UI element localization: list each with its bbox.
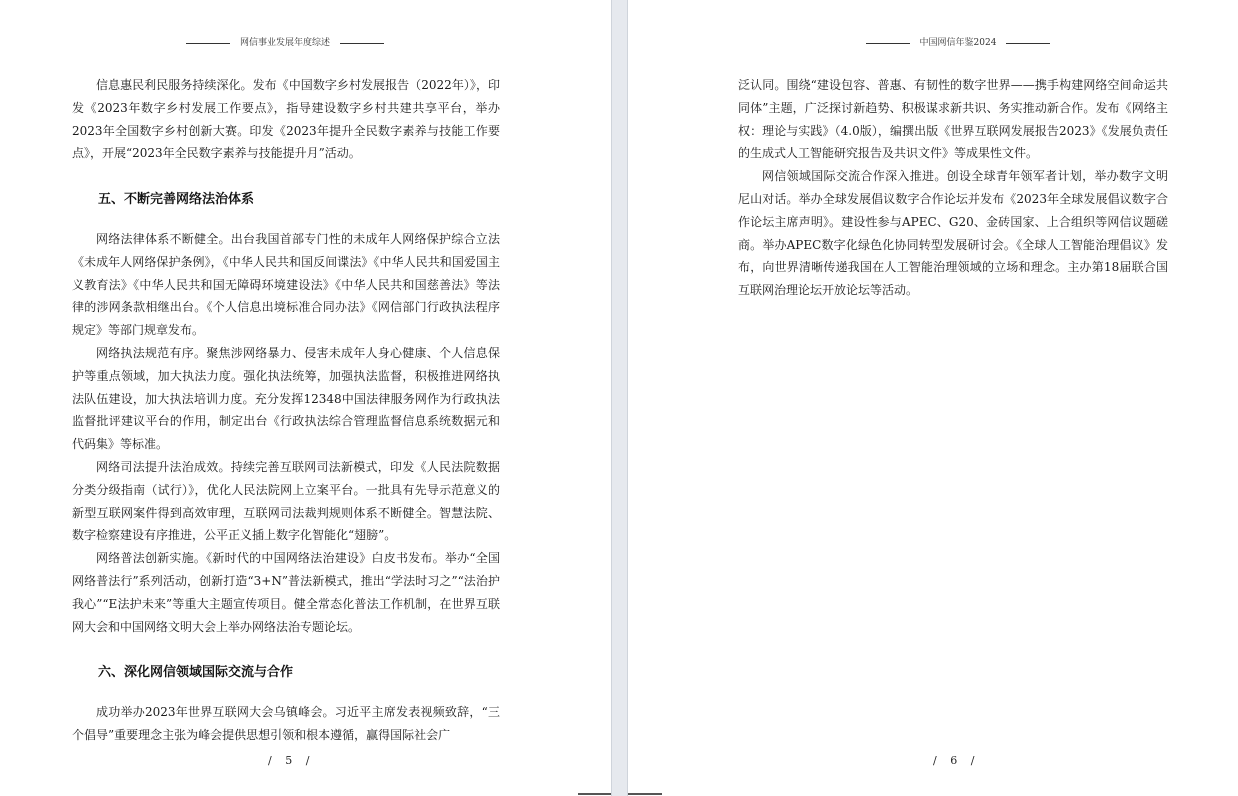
header-rule-right (1006, 43, 1050, 44)
page-number: / 5 / (268, 754, 312, 767)
page-body (72, 74, 500, 747)
header-rule-right (340, 43, 384, 44)
page-gutter (611, 0, 628, 796)
running-header (150, 36, 420, 50)
page-number: / 6 / (933, 754, 977, 767)
paragraph: 网络司法提升法治成效。持续完善互联网司法新模式，印发《人民法院数据分类分级指南（试行）》，优化人民法院网上立案平台。一批具有先导示范意义的新型互联网案件得到高效审理，互联网司法裁判规则体系不断健全。智慧法院、数字检察建设有序推进，公平正义插上数字化智能化“翅膀”。 (72, 459, 500, 543)
section-heading: 五、不断完善网络法治体系 (98, 192, 255, 208)
left-page (0, 0, 611, 796)
paragraph: 网信领域国际交流合作深入推进。创设全球青年领军者计划，举办数字文明尼山对话。举办全球发展倡议数字合作论坛并发布《2023年全球发展倡议数字合作论坛主席声明》。建设性参与APEC、G20、金砖国家、上合组织等网信议题磋商。举办APEC数字化绿色化协同转型发展研讨会。《全球人工智能治理倡议》发布，向世界清晰传递我国在人工智能治理领域的立场和理念。主办第18届联合国互联网治理论坛开放论坛等活动。 (738, 169, 1168, 298)
header-rule-left (186, 43, 230, 44)
running-header (828, 36, 1088, 50)
header-title: 网信事业发展年度综述 (239, 38, 330, 48)
header-title: 中国网信年鉴2024 (919, 38, 997, 48)
page-body (738, 74, 1168, 302)
paragraph: 泛认同。围绕“建设包容、普惠、有韧性的数字世界——携手构建网络空间命运共同体”主题，广泛探讨新趋势、积极谋求新共识、务实推动新合作。发布《网络主权：理论与实践》（4.0版），编撰出版《世界互联网发展报告2023》《发展负责任的生成式人工智能研究报告及共识文件》等成果性文件。 (738, 78, 1168, 161)
page-edge-marker (628, 793, 662, 795)
paragraph: 网络法律体系不断健全。出台我国首部专门性的未成年人网络保护综合立法《未成年人网络保护条例》，《中华人民共和国反间谍法》《中华人民共和国爱国主义教育法》《中华人民共和国无障碍环境建设法》《中华人民共和国慈善法》等法律的涉网条款相继出台。《个人信息出境标准合同办法》《网信部门行政执法程序规定》等部门规章发布。 (72, 231, 500, 338)
intro-paragraph: 信息惠民利民服务持续深化。发布《中国数字乡村发展报告（2022年）》，印发《2023年数字乡村发展工作要点》，指导建设数字乡村共建共享平台，举办2023年全国数字乡村创新大赛。印发《2023年提升全民数字素养与技能工作要点》，开展“2023年全民数字素养与技能提升月”活动。 (72, 78, 500, 161)
right-page (628, 0, 1238, 796)
header-rule-left (866, 43, 910, 44)
paragraph: 网络普法创新实施。《新时代的中国网络法治建设》白皮书发布。举办“全国网络普法行”系列活动，创新打造“3+N”普法新模式，推出“学法时习之”“法治护我心”“E法护未来”等重大主题宣传项目。健全常态化普法工作机制，在世界互联网大会和中国网络文明大会上举办网络法治专题论坛。 (72, 551, 500, 634)
section-heading: 六、深化网信领域国际交流与合作 (98, 665, 294, 681)
paragraph: 成功举办2023年世界互联网大会乌镇峰会。习近平主席发表视频致辞，“三个倡导”重要理念主张为峰会提供思想引领和根本遵循，赢得国际社会广 (72, 705, 500, 742)
page-edge-marker (578, 793, 611, 795)
paragraph: 网络执法规范有序。聚焦涉网络暴力、侵害未成年人身心健康、个人信息保护等重点领域，加大执法力度。强化执法统筹，加强执法监督，积极推进网络执法队伍建设，加大执法培训力度。充分发挥12348中国法律服务网作为行政执法监督批评建议平台的作用，制定出台《行政执法综合管理监督信息系统数据元和代码集》等标准。 (72, 345, 500, 452)
